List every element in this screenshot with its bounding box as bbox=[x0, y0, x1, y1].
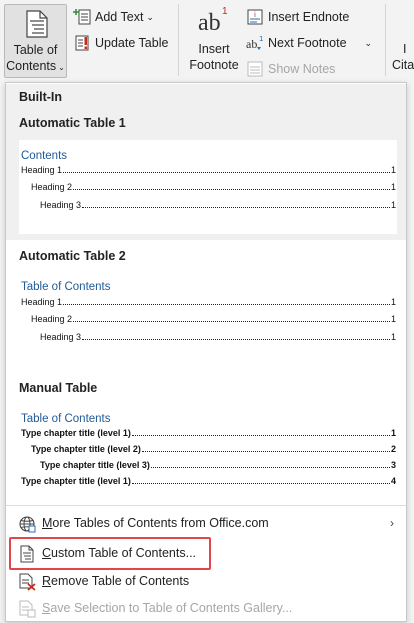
save-selection-icon bbox=[18, 600, 36, 618]
chevron-down-icon: ⌄ bbox=[146, 11, 154, 22]
remove-toc-icon bbox=[18, 573, 36, 591]
gallery-item-title: Manual Table bbox=[19, 381, 98, 395]
toc-preview bbox=[19, 273, 397, 367]
toc-preview-heading: Table of Contents bbox=[21, 413, 111, 425]
toc-preview-line: Type chapter title (level 1) 4 bbox=[21, 476, 396, 486]
builtin-section-header: Built-In bbox=[6, 84, 406, 110]
toc-preview-line: Heading 3 1 bbox=[40, 332, 396, 342]
toc-preview-line: Heading 1 1 bbox=[21, 165, 396, 175]
references-ribbon bbox=[0, 0, 414, 82]
table-of-contents-dropdown bbox=[5, 82, 407, 622]
toc-preview-line: Heading 2 1 bbox=[31, 182, 396, 192]
toc-preview-line: Heading 1 1 bbox=[21, 297, 396, 307]
update-table-button[interactable] bbox=[73, 32, 168, 54]
show-notes-icon bbox=[246, 60, 264, 78]
toc-preview bbox=[19, 140, 397, 234]
citation-label-line1: I bbox=[403, 42, 407, 56]
ribbon-separator bbox=[385, 4, 386, 76]
insert-endnote-icon bbox=[246, 8, 264, 26]
add-text-icon bbox=[73, 8, 91, 26]
automatic-table-1-item[interactable] bbox=[6, 110, 406, 240]
toc-preview-line: Heading 2 1 bbox=[31, 314, 396, 324]
custom-toc-label: Custom Table of Contents... bbox=[42, 546, 197, 560]
toc-preview bbox=[19, 405, 397, 497]
toc-preview-line: Type chapter title (level 2) 2 bbox=[31, 444, 396, 454]
next-footnote-icon bbox=[246, 34, 264, 52]
svg-text:ab: ab bbox=[246, 37, 258, 51]
footnote-superscript: 1 bbox=[222, 6, 228, 17]
svg-text:i: i bbox=[254, 11, 256, 19]
automatic-table-2-item[interactable] bbox=[6, 243, 406, 373]
add-text-button[interactable] bbox=[73, 6, 154, 28]
add-text-label: Add Text bbox=[95, 10, 144, 24]
gallery-item-title: Automatic Table 2 bbox=[19, 249, 126, 263]
next-footnote-label: Next Footnote bbox=[268, 36, 347, 50]
svg-text:1: 1 bbox=[259, 35, 264, 43]
save-selection-label: Save Selection to Table of Contents Gallery... bbox=[42, 601, 293, 615]
globe-icon bbox=[18, 515, 36, 533]
more-tables-label: More Tables of Contents from Office.com bbox=[42, 516, 269, 530]
manual-table-item[interactable] bbox=[6, 375, 406, 500]
insert-endnote-button[interactable] bbox=[246, 6, 349, 28]
toc-preview-line: Type chapter title (level 3) 3 bbox=[40, 460, 396, 470]
menu-divider bbox=[6, 505, 406, 506]
insert-footnote-label-line1: Insert bbox=[198, 42, 230, 56]
ribbon-separator bbox=[178, 4, 179, 76]
toc-button-label-line2: Contents ⌄ bbox=[6, 59, 65, 73]
remove-toc-label: Remove Table of Contents bbox=[42, 574, 190, 588]
show-notes-label: Show Notes bbox=[268, 62, 336, 76]
toc-button-label-line1: Table of bbox=[13, 43, 58, 57]
table-of-contents-icon bbox=[26, 10, 48, 38]
toc-preview-heading: Contents bbox=[21, 150, 68, 162]
insert-footnote-label-line2: Footnote bbox=[189, 58, 239, 72]
table-of-contents-button[interactable] bbox=[4, 4, 67, 78]
next-footnote-button[interactable] bbox=[246, 32, 372, 54]
show-notes-button[interactable] bbox=[246, 58, 335, 80]
chevron-down-icon: ⌄ bbox=[58, 63, 65, 72]
highlight-box bbox=[9, 537, 211, 570]
citation-label-line2: Cita bbox=[392, 58, 414, 72]
more-tables-of-contents-item[interactable] bbox=[6, 509, 406, 537]
toc-preview-line: Heading 3 1 bbox=[40, 200, 396, 210]
footnote-icon: ab bbox=[198, 10, 221, 36]
chevron-right-icon: › bbox=[390, 516, 394, 530]
save-selection-to-gallery-item[interactable] bbox=[6, 594, 406, 622]
gallery-item-title: Automatic Table 1 bbox=[19, 116, 126, 130]
chevron-down-icon: ⌄ bbox=[364, 37, 373, 48]
toc-preview-heading: Table of Contents bbox=[21, 281, 111, 293]
remove-table-of-contents-item[interactable] bbox=[6, 567, 406, 595]
insert-footnote-button[interactable] bbox=[186, 4, 242, 78]
toc-preview-line: Type chapter title (level 1) 1 bbox=[21, 428, 396, 438]
update-table-label: Update Table bbox=[95, 36, 169, 50]
insert-endnote-label: Insert Endnote bbox=[268, 10, 350, 24]
update-table-icon bbox=[73, 34, 91, 52]
